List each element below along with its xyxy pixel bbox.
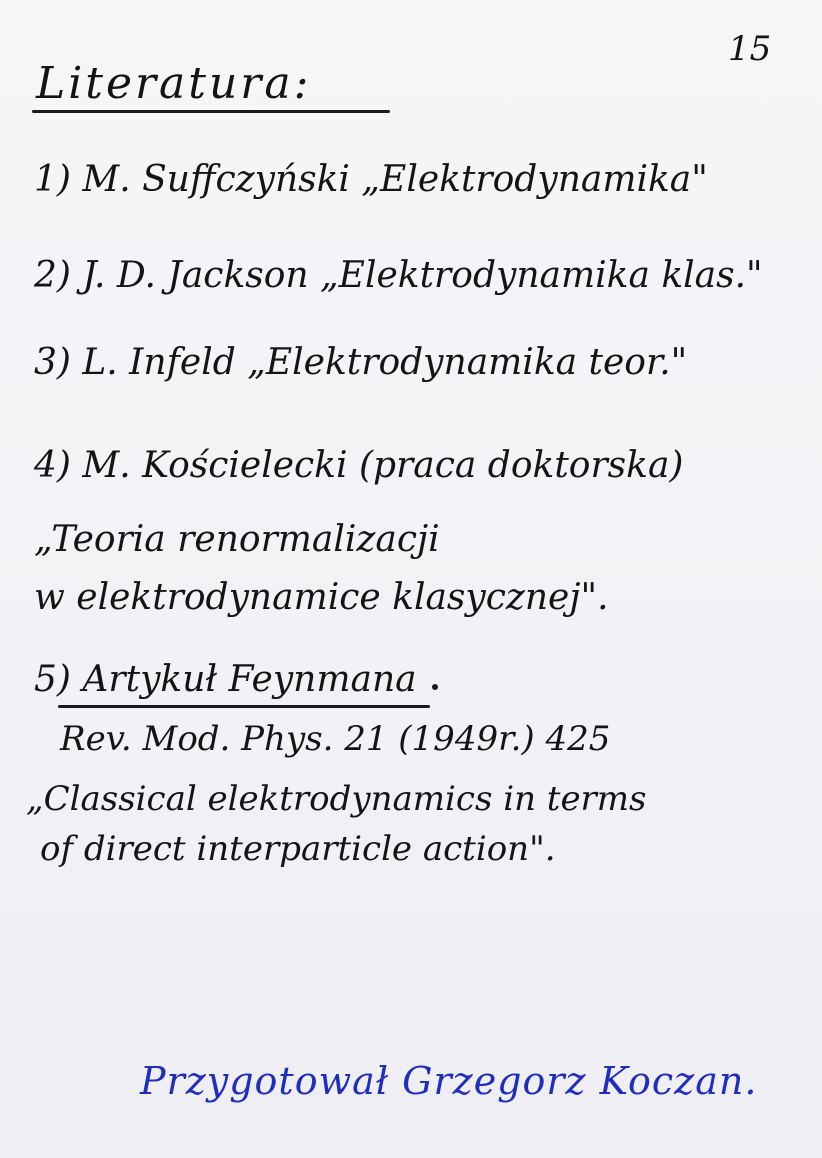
reference-4-line-2: „Teoria renormalizacji [34, 519, 440, 560]
page-number: 15 [728, 29, 772, 69]
author-signature: Przygotował Grzegorz Koczan. [140, 1059, 758, 1103]
reference-1: 1) M. Suffczyński „Elektrodynamika" [34, 159, 708, 200]
page-title: Literatura: [36, 58, 312, 109]
reference-5-title: 5) Artykuł Feynmana [34, 659, 417, 700]
reference-2: 2) J. D. Jackson „Elektrodynamika klas." [34, 255, 763, 296]
reference-5-quote-line-2: of direct interparticle action". [40, 829, 556, 869]
reference-5-citation: Rev. Mod. Phys. 21 (1949r.) 425 [60, 719, 611, 759]
reference-4-line-3: w elektrodynamice klasycznej". [34, 577, 609, 618]
title-underline [32, 110, 390, 113]
reference-5-period [432, 684, 438, 690]
reference-5-underline [58, 705, 430, 708]
reference-4-line-1: 4) M. Kościelecki (praca doktorska) [34, 445, 684, 486]
reference-5-quote-line-1: „Classical elektrodynamics in terms [26, 779, 647, 819]
reference-3: 3) L. Infeld „Elektrodynamika teor." [34, 342, 688, 383]
